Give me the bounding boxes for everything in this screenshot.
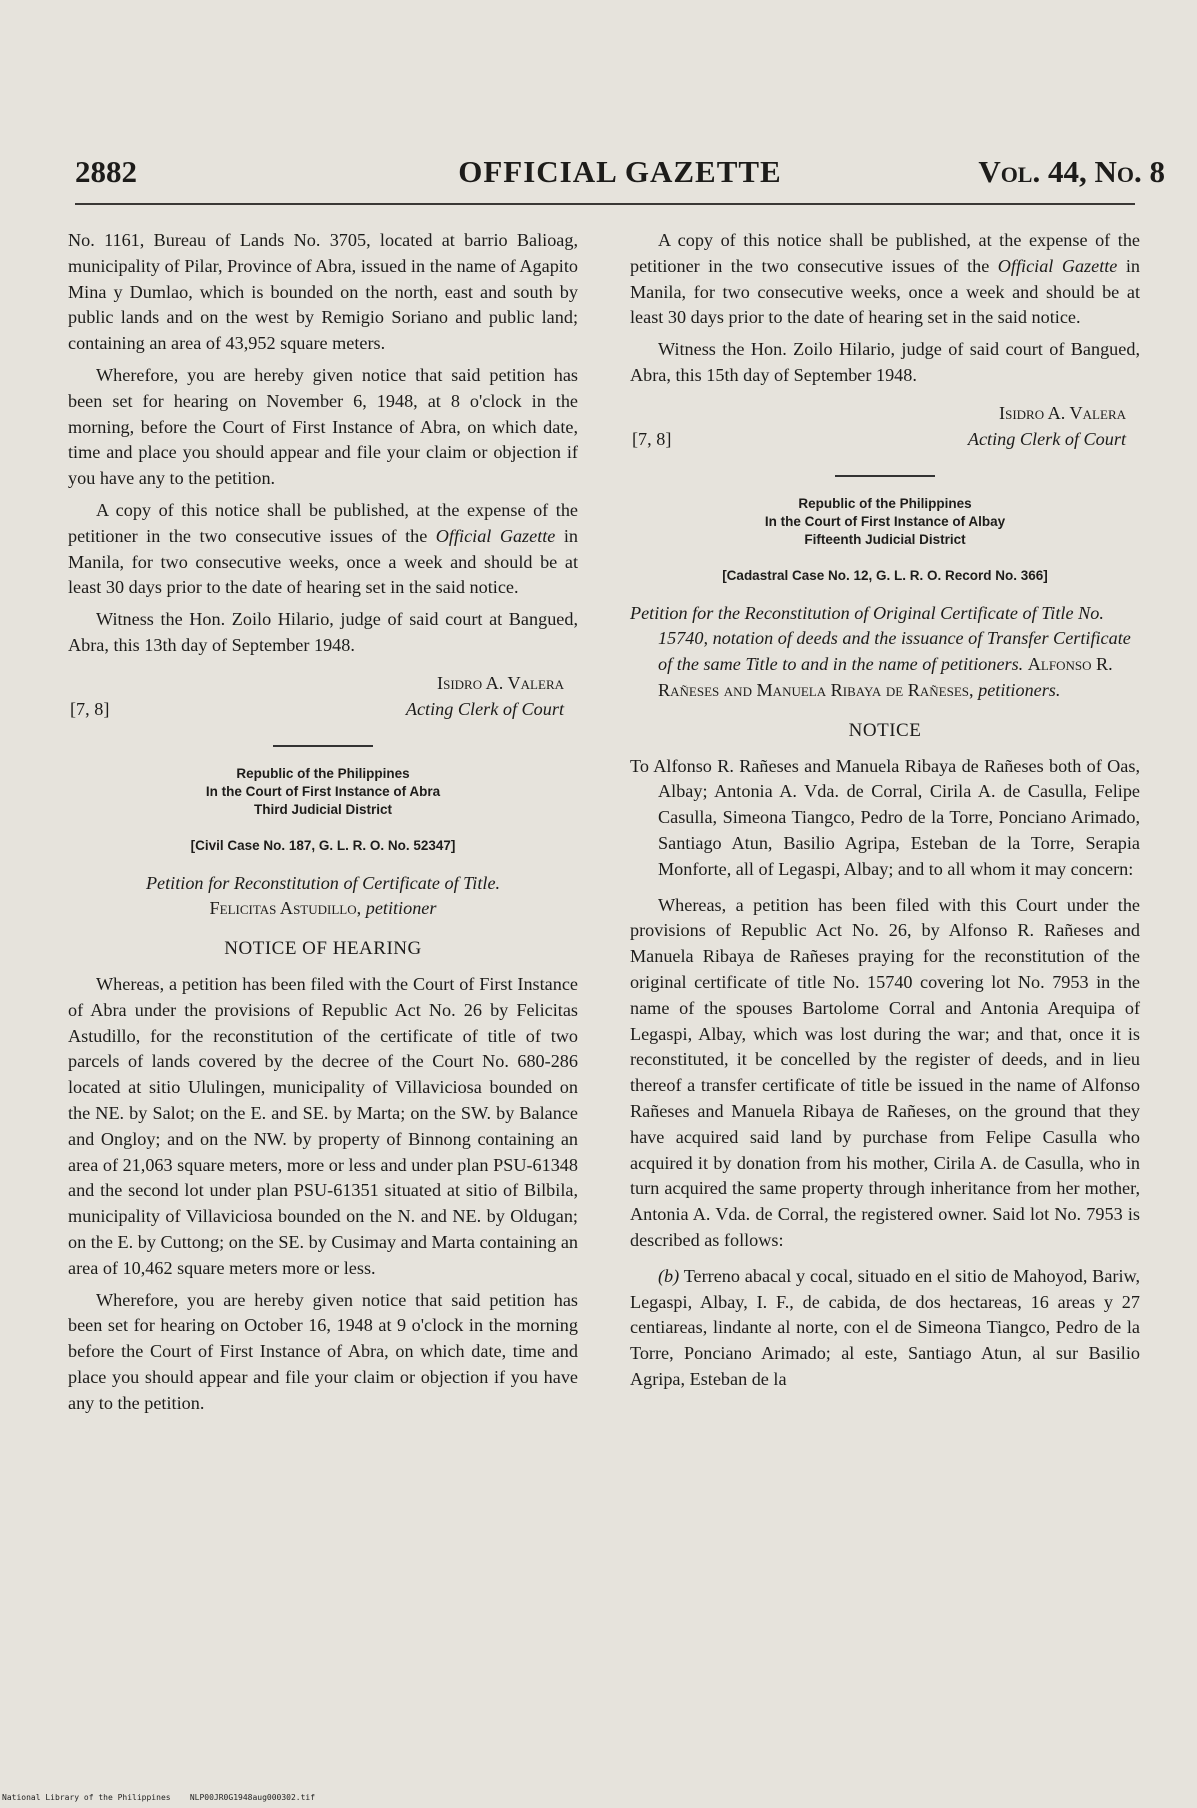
court-header-line: Fifteenth Judicial District [804,531,966,547]
page-number: 2882 [75,154,137,189]
paragraph: Wherefore, you are hereby given notice that said petition has been set for hearing on October 16, 1948 at 9 o'clock in the morning before the Court of First Instance of Abra, on which date, time and place you should appear and file your claim or objection if you have any to the petition. [68,1289,578,1413]
petition-title [630,601,1140,704]
paragraph [68,498,578,601]
signer-name: Isidro A. Valera [437,672,564,693]
paragraph [630,228,1140,331]
signature-block [68,671,578,729]
court-header-line: Third Judicial District [253,801,393,817]
page-header [75,150,1165,200]
court-header-line: Republic of the Philippines [798,495,972,511]
item-label: (b) [658,1265,680,1286]
petitioner-role: petitioners. [978,679,1061,700]
text-run: Terreno abacal y cocal, situado en el sitio de Mahoyod, Bariw, Legaspi, Albay, I. F., de cabida, de dos hectareas, 16 areas y 27 centiareas, lindante al norte, con el de Simeona Tiangco, Pedro de la Torre, Ponciano Arimado; al este, Santiago Atun, al sur Basilio Agripa, Esteban de la [630,1265,1140,1389]
case-number: [Civil Case No. 187, G. L. R. O. No. 52347] [190,837,456,853]
petitioner-role: petitioner [365,898,437,919]
paragraph: Witness the Hon. Zoilo Hilario, judge of said court of Bangued, Abra, this 15th day of September 1948. [630,339,1140,385]
paragraph: Witness the Hon. Zoilo Hilario, judge of said court at Bangued, Abra, this 13th day of September 1948. [68,609,578,655]
court-header-line: Republic of the Philippines [236,765,410,781]
italic-run: Official Gazette [435,525,556,546]
section-divider [835,475,935,477]
volume-issue: Vol. 44, No. 8 [978,154,1165,189]
notice-heading: NOTICE OF HEARING [224,938,422,960]
signature-block [630,401,1140,459]
italic-run: Official Gazette [997,255,1118,276]
scan-footer: National Library of the Philippines NLP00JR0G1948aug000302.tif [2,1793,316,1802]
issue-reference: [7, 8] [632,428,672,449]
court-header-line: In the Court of First Instance of Albay [764,513,1006,529]
paragraph: Wherefore, you are hereby given notice that said petition has been set for hearing on November 6, 1948, at 8 o'clock in the morning, before the Court of First Instance of Abra, on which date, time and place you should appear and file your claim or objection if you have any to the petition. [68,364,578,489]
paragraph: Whereas, a petition has been filed with this Court under the provisions of Republic Act No. 26, by Alfonso R. Rañeses and Manuela Ribaya de Rañeses praying for the reconstitution of the original certificate of title No. 15740 covering lot No. 7953 in the name of the spouses Bartolome Corral and Antonia Arequipa of Legaspi, Albay, which was lost during the war; and that, once it is reconstituted, it be concelled by the register of deeds, and in lieu thereof a transfer certificate of title be issued in the name of Alfonso Rañeses and Manuela Ribaya de Rañeses, on the ground that they have acquired said land by purchase from Felipe Casulla who acquired it by donation from his mother, Cirila A. de Casulla, who in turn acquired the same property through inheritance from her mother, Antonia A. Vda. de Corral, the registered owner. Said lot No. 7953 is described as follows: [630,894,1140,1250]
notice-heading: NOTICE [848,719,922,741]
addressee-paragraph: To Alfonso R. Rañeses and Manuela Ribaya de Rañeses both of Oas, Albay; Antonia A. Vda. de Corral, Cirila A. de Casulla, Felipe Casulla, Simeona Tiangco, Pedro de la Torre, Ponciano Arimado, Santiago Atun, Basilio Agripa, Esteban de la Torre, Serapia Monforte, all of Legaspi, Albay; and to all whom it may concern: [630,755,1140,879]
case-number: [Cadastral Case No. 12, G. L. R. O. Record No. 366] [722,567,1048,583]
paragraph: No. 1161, Bureau of Lands No. 3705, located at barrio Balioag, municipality of Pilar, Province of Abra, issued in the name of Agapito Mina y Dumlao, which is bounded on the north, east and south by public lands and on the west by Remigio Soriano and public land; containing an area of 43,952 square meters. [68,230,578,354]
signer-role: Acting Clerk of Court [967,428,1126,449]
petition-title [68,871,578,923]
petitioner-name: Felicitas Astudillo, [209,898,362,919]
publication-title: OFFICIAL GAZETTE [458,154,782,189]
left-column [68,228,578,1422]
header-rule [75,203,1135,205]
text-run: in Manila, for two consecutive weeks, once a week and should be at least 30 days prior to the date of hearing set in the said notice. [68,525,578,598]
text-run: in Manila, for two consecutive weeks, once a week and should be at least 30 days prior to the date of hearing set in the said notice. [630,255,1140,328]
right-column [630,228,1140,1399]
petition-text: Petition for the Reconstitution of Original Certificate of Title No. 15740, notation of deeds and the issuance of Transfer Certificate of the same Title to and in the name of petitioners. [630,602,1131,675]
issue-reference: [7, 8] [70,698,110,719]
text-run: A copy of this notice shall be published, at the expense of the petitioner in the two consecutive issues of the [68,499,578,546]
petitioner-names: Alfonso R. Rañeses and Manuela Ribaya de Rañeses, [658,654,1113,700]
court-header-line: In the Court of First Instance of Abra [205,783,441,799]
signer-role: Acting Clerk of Court [405,698,564,719]
paragraph: Whereas, a petition has been filed with the Court of First Instance of Abra under the provisions of Republic Act No. 26 by Felicitas Astudillo, for the reconstitution of the certificate of title of two parcels of lands covered by the decree of the Court No. 680-286 located at sitio Ululingen, municipality of Villaviciosa bounded on the NE. by Salot; on the E. and SE. by Marta; on the SW. by Balance and Ongloy; and on the NW. by property of Binnong containing an area of 21,063 square meters, more or less and under plan PSU-61348 and the second lot under plan PSU-61351 situated at sitio of Bilbila, municipality of Villaviciosa bounded on the N. and NE. by Oldugan; on the E. by Cuttong; on the SE. by Cusimay and Marta containing an area of 10,462 square meters more or less. [68,973,578,1278]
signer-name: Isidro A. Valera [999,402,1126,423]
paragraph [630,1264,1140,1393]
text-run: A copy of this notice shall be published, at the expense of the petitioner in the two consecutive issues of the [630,230,1140,276]
section-divider [273,745,373,747]
petition-text: Petition for Reconstitution of Certificate of Title. [145,872,501,893]
